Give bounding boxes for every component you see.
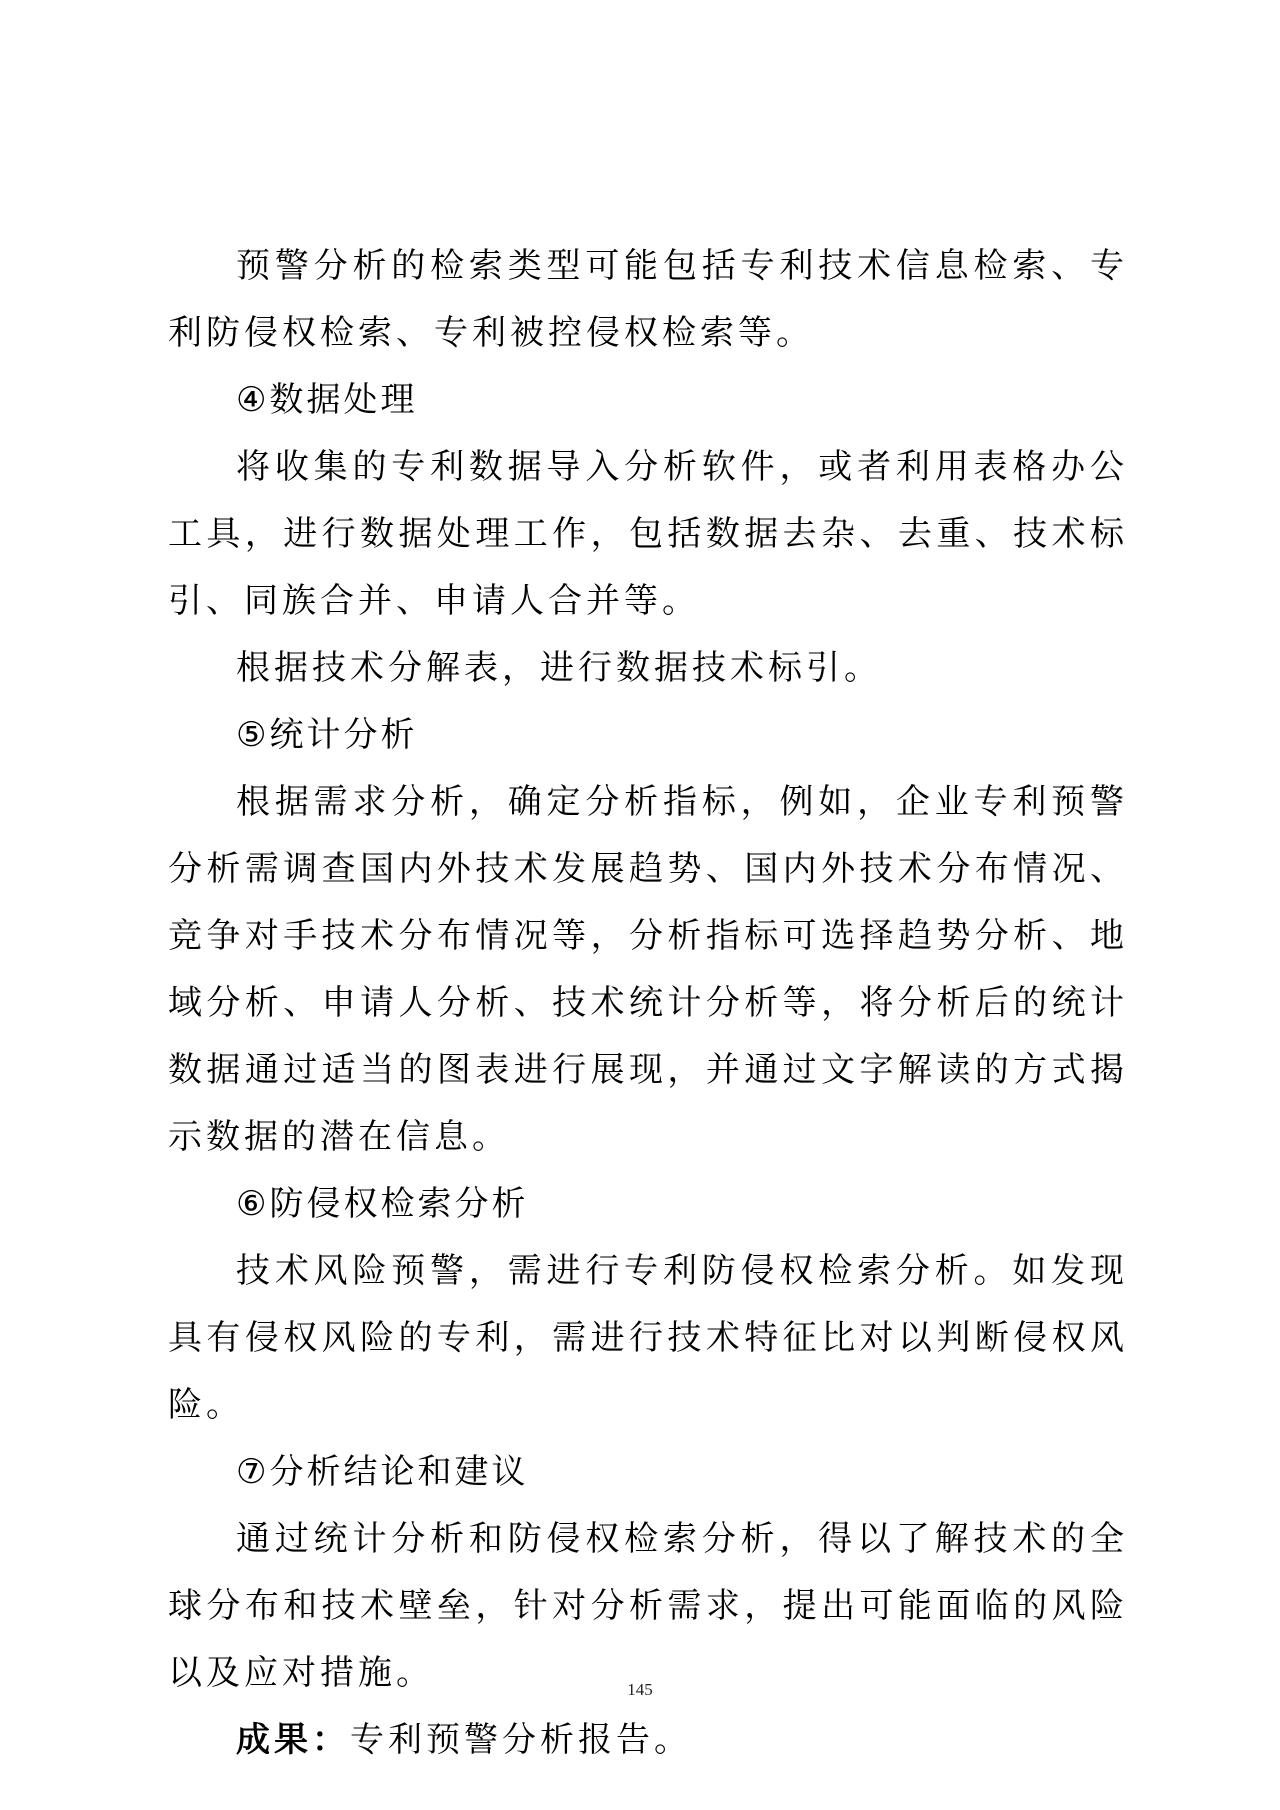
paragraph-risk-warning: 技术风险预警，需进行专利防侵权检索分析。如发现具有侵权风险的专利，需进行技术特征比对以判断侵权风险。 <box>168 1251 1128 1425</box>
paragraph-indexing: 根据技术分解表，进行数据技术标引。 <box>236 648 882 688</box>
paragraph-analysis-indicators: 根据需求分析，确定分析指标，例如，企业专利预警分析需调查国内外技术发展趋势、国内外技术分布情况、竞争对手技术分布情况等，分析指标可选择趋势分析、地域分析、申请人分析、技术统计分析等，将分析后的统计数据通过适当的图表进行展现，并通过文字解读的方式揭示数据的潜在信息。 <box>168 782 1128 1157</box>
document-body <box>168 233 1128 1774</box>
paragraph-retrieval-types: 预警分析的检索类型可能包括专利技术信息检索、专利防侵权检索、专利被控侵权检索等。 <box>168 246 1128 353</box>
heading-data-processing: ④数据处理 <box>236 380 418 420</box>
result-text: 专利预警分析报告。 <box>350 1720 692 1760</box>
result-label: 成果： <box>236 1720 350 1760</box>
paragraph-conclusions: 通过统计分析和防侵权检索分析，得以了解技术的全球分布和技术壁垒，针对分析需求，提出可能面临的风险以及应对措施。 <box>168 1519 1128 1693</box>
heading-infringement-search: ⑥防侵权检索分析 <box>236 1184 529 1224</box>
heading-statistical-analysis: ⑤统计分析 <box>236 715 418 755</box>
heading-conclusions: ⑦分析结论和建议 <box>236 1452 529 1492</box>
page-number: 145 <box>627 1680 653 1699</box>
result-line <box>168 1707 1128 1774</box>
paragraph-data-import: 将收集的专利数据导入分析软件，或者利用表格办公工具，进行数据处理工作，包括数据去杂、去重、技术标引、同族合并、申请人合并等。 <box>168 447 1128 621</box>
